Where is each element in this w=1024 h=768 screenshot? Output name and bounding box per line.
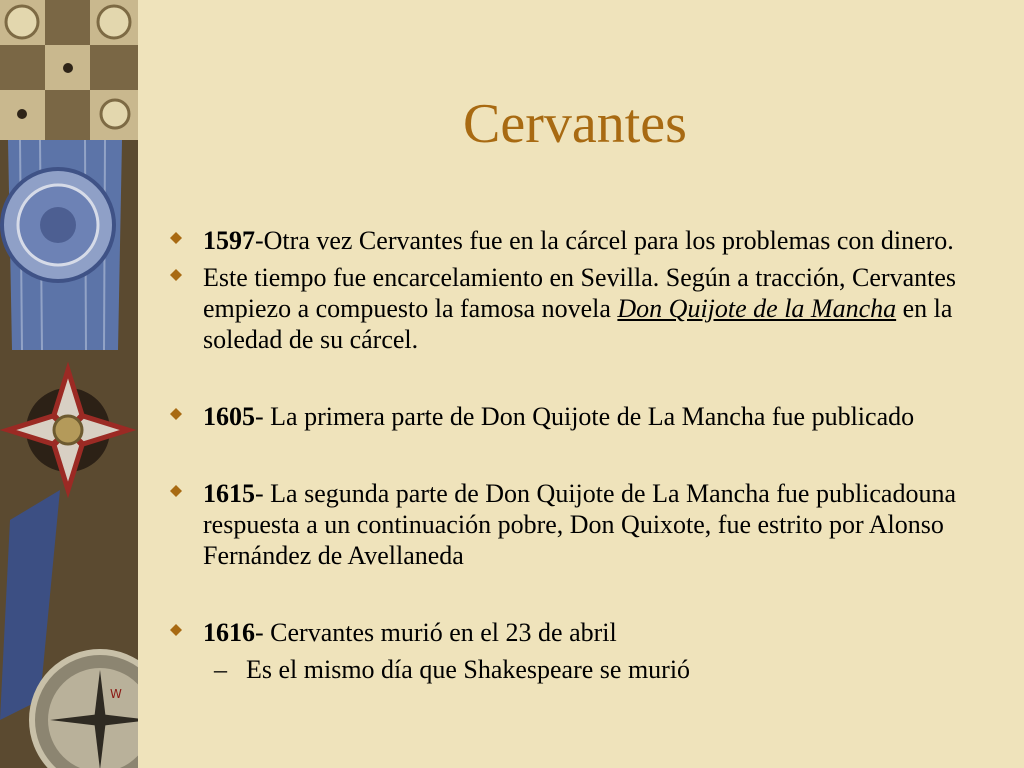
bullet-text: - La segunda parte de Don Quijote de La Mancha fue publicadouna respuesta a un continuación pobre, Don Quixote, fue estrito por Alonso Fernández de Avellaneda [203, 479, 957, 570]
diamond-bullet-icon [168, 483, 184, 499]
decorative-side-image [0, 0, 138, 768]
compass-letter: W [110, 687, 122, 701]
bullet-year: 1615 [203, 479, 255, 508]
bullet-text: Este tiempo fue encarcelamiento en Sevilla. Según a tracción, Cervantes empiezo a compuesto la famosa novela [203, 263, 956, 323]
diamond-bullet-icon [168, 267, 184, 283]
book-title: Don Quijote de la Mancha [617, 294, 897, 323]
bullet-year: 1605 [203, 402, 255, 431]
bullet-list [168, 225, 998, 685]
rosette [2, 169, 114, 281]
dash-bullet: – [214, 655, 227, 684]
bullet-item-1605 [168, 401, 998, 432]
bullet-item-1597 [168, 225, 998, 256]
slide-title: Cervantes [463, 93, 687, 155]
bullet-item-1615 [168, 478, 998, 571]
bullet-text-after: en la soledad de su cárcel. [203, 294, 953, 354]
bullet-text: -Otra vez Cervantes fue en la cárcel para los problemas con dinero. [255, 226, 954, 255]
diamond-bullet-icon [168, 406, 184, 422]
bullet-text: - Cervantes murió en el 23 de abril [255, 618, 617, 647]
bullet-text: - La primera parte de Don Quijote de La Mancha fue publicado [255, 402, 915, 431]
bullet-year: 1597 [203, 226, 255, 255]
diamond-bullet-icon [168, 230, 184, 246]
sub-bullet-item [168, 654, 998, 685]
sub-bullet-text: Es el mismo día que Shakespeare se murió [246, 655, 691, 684]
bullet-item-1616 [168, 617, 998, 648]
bullet-year: 1616 [203, 618, 255, 647]
bullet-item-sevilla [168, 262, 998, 355]
diamond-bullet-icon [168, 622, 184, 638]
